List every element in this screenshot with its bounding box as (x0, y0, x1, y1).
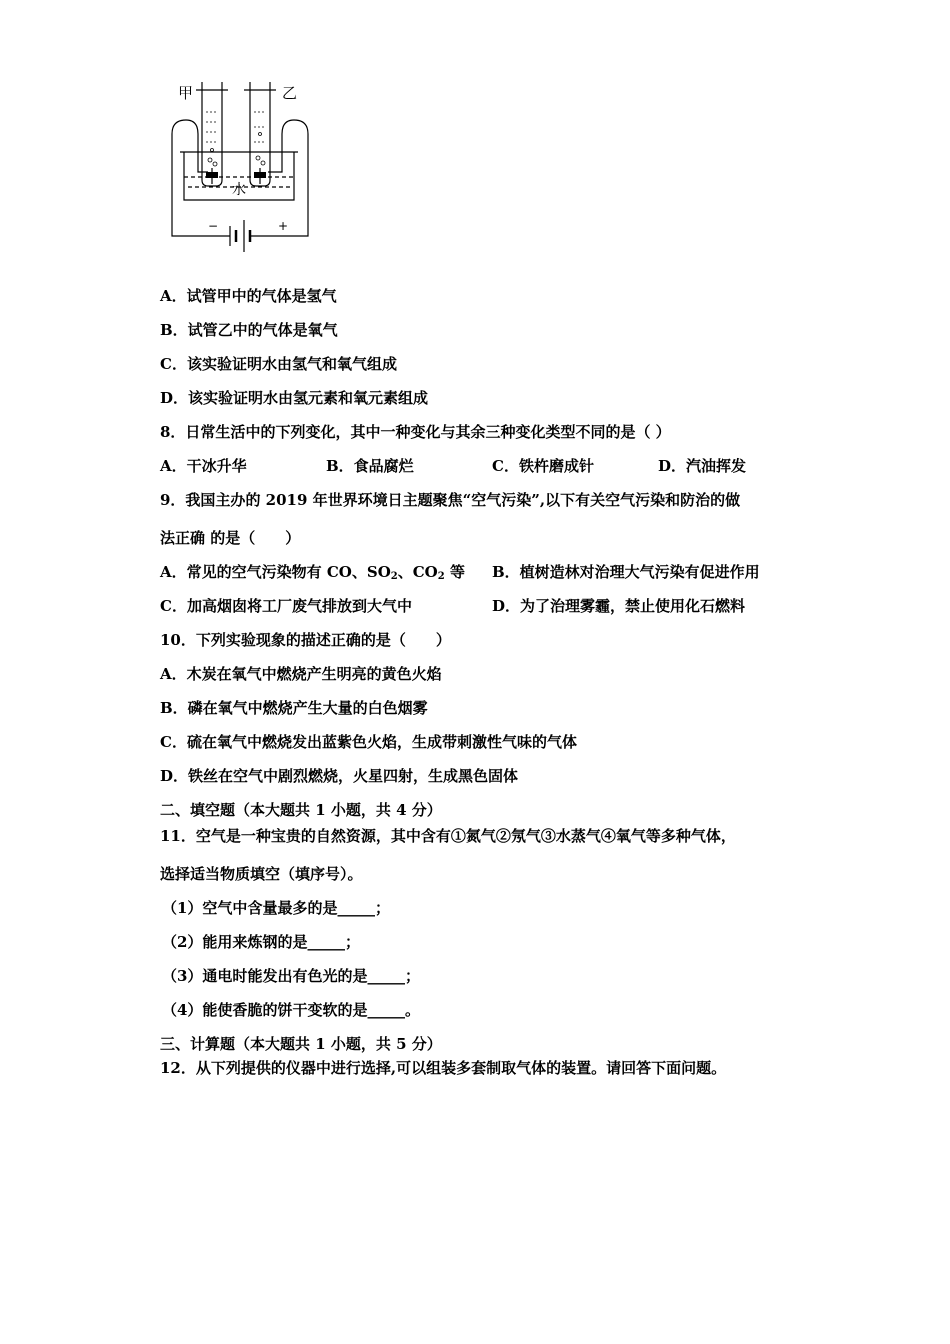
q11-stem-line2: 选择适当物质填空（填序号）。 (160, 865, 363, 883)
q7-option-b: B．试管乙中的气体是氧气 (160, 321, 338, 339)
plus-sign: + (278, 219, 289, 233)
minus-sign: − (208, 219, 219, 233)
q11-item-2: （2）能用来炼钢的是_____； (162, 933, 360, 951)
q8-option-b: B．食品腐烂 (326, 457, 414, 475)
q7-option-c: C．该实验证明水由氢气和氧气组成 (160, 355, 397, 373)
q9-a-sub1: 2 (390, 571, 398, 582)
q7-option-d: D．该实验证明水由氢元素和氧元素组成 (160, 389, 429, 407)
q10-option-b: B．磷在氧气中燃烧产生大量的白色烟雾 (160, 699, 428, 717)
q9-a-post: 等 (444, 563, 465, 581)
q8-stem: 8．日常生活中的下列变化，其中一种变化与其余三种变化类型不同的是（ ） (160, 423, 671, 441)
section-3-heading: 三、计算题（本大题共 1 小题，共 5 分） (160, 1035, 442, 1053)
q7-option-a: A．试管甲中的气体是氢气 (160, 287, 337, 305)
q11-item-4: （4）能使香脆的饼干变软的是_____。 (162, 1001, 420, 1019)
tube-label-left: 甲 (178, 84, 194, 102)
tube-label-right: 乙 (282, 84, 298, 102)
q8-option-a: A．干冰升华 (160, 457, 247, 475)
q9-a-sub2: 2 (437, 571, 445, 582)
q10-option-a: A．木炭在氧气中燃烧产生明亮的黄色火焰 (160, 665, 442, 683)
section-2-heading: 二、填空题（本大题共 1 小题，共 4 分） (160, 801, 442, 819)
q10-stem: 10．下列实验现象的描述正确的是（ ） (160, 631, 451, 649)
q9-stem-line2: 法正确 的是（ ） (160, 529, 301, 547)
q9-a-pre: A．常见的空气污染物有 CO、SO (160, 563, 391, 581)
q9-option-c: C．加高烟囱将工厂废气排放到大气中 (160, 597, 412, 615)
q9-option-a (160, 562, 465, 587)
water-label: 水 (232, 182, 246, 198)
q12-stem: 12．从下列提供的仪器中进行选择,可以组装多套制取气体的装置。请回答下面问题。 (160, 1059, 727, 1077)
q11-stem-line1: 11．空气是一种宝贵的自然资源，其中含有①氮气②氖气③水蒸气④氧气等多种气体， (160, 827, 736, 845)
q9-a-mid: 、CO (397, 563, 438, 581)
q10-option-c: C．硫在氧气中燃烧发出蓝紫色火焰，生成带刺激性气味的气体 (160, 733, 577, 751)
q10-option-d: D．铁丝在空气中剧烈燃烧，火星四射，生成黑色固体 (160, 767, 519, 785)
q8-option-d: D．汽油挥发 (658, 457, 747, 475)
q9-option-b: B．植树造林对治理大气污染有促进作用 (492, 563, 760, 581)
q11-item-3: （3）通电时能发出有色光的是_____； (162, 967, 420, 985)
q8-option-c: C．铁杵磨成针 (492, 457, 594, 475)
q9-option-d: D．为了治理雾霾，禁止使用化石燃料 (492, 597, 746, 615)
q9-stem-line1: 9．我国主办的 2019 年世界环境日主题聚焦“空气污染”,以下有关空气污染和防治的做 (160, 491, 741, 509)
q11-item-1: （1）空气中含量最多的是_____； (162, 899, 390, 917)
electrolysis-diagram (160, 72, 320, 262)
